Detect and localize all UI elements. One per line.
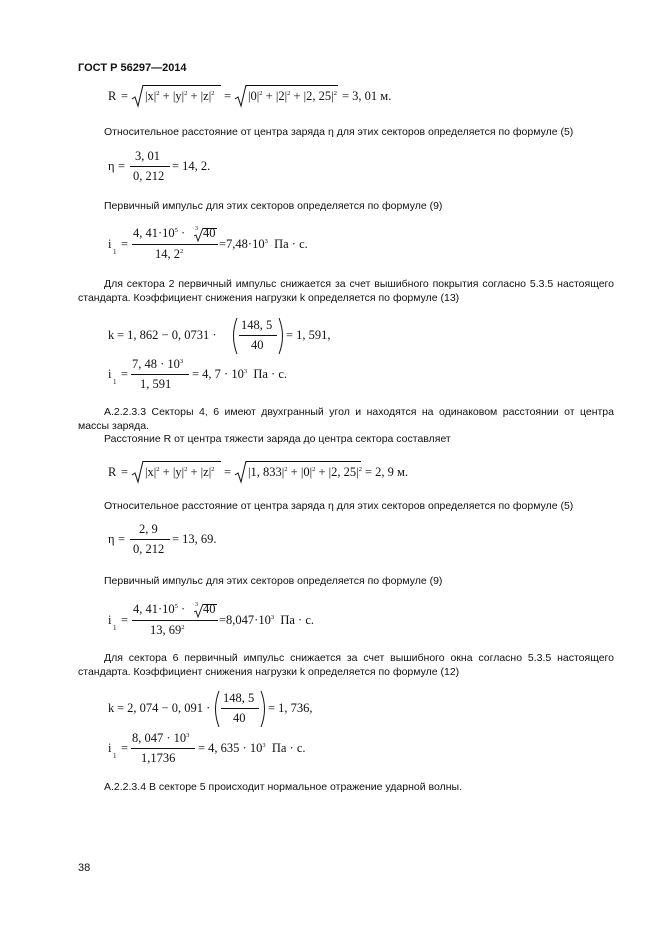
sqrt-sign: [132, 84, 144, 110]
paragraph: Относительное расстояние от центра заряда η для этих секторов определяется по формуле (5): [104, 126, 574, 138]
sqrt-sign: [235, 84, 247, 110]
paragraph: Для сектора 6 первичный импульс снижается за счет вышибного окна согласно 5.3.5 настоящего стандарта. Коэффициент снижения нагрузки k определяется по формуле (12): [78, 652, 614, 678]
paragraph: Первичный импульс для этих секторов определяется по формуле (9): [104, 575, 443, 587]
formula-distance-2: R = $|x|^2 + |y|^2 + |z|^2$ = |1, $833|^2 + |0|^2 + |2$, $25|^2$ = 2, 9 м.: [108, 460, 418, 486]
formula-k-1: k = 1, 862 − 0, 0731 · 148, 5 40 = 1, 591,: [108, 316, 328, 356]
paragraph: Относительное расстояние от центра заряда η для этих секторов определяется по формуле (5): [104, 500, 574, 512]
formula-lhs: R: [108, 89, 117, 103]
paragraph: А.2.2.3.3 Секторы 4, 6 имеют двухгранный угол и находятся на одинаковом расстоянии от центра массы заряда.: [78, 406, 614, 432]
page-number: 38: [78, 862, 91, 874]
sqrt-sign: [132, 460, 144, 486]
paren-right: [260, 690, 268, 728]
document-header: ГОСТ Р 56297—2014: [78, 62, 187, 74]
formula-distance-1: R = $|x|^2 + |y|^2 + |z|^2$ = $|0|^2 + |2|^2 + |2$, $25|^2$ = 3, 01 м.: [108, 84, 408, 110]
paragraph: Расстояние R от центра тяжести заряда до центра сектора составляет: [104, 433, 451, 445]
paragraph: Первичный импульс для этих секторов определяется по формуле (9): [104, 200, 443, 212]
formula-eta-1: η = 3, 01 0, 212 = 14, 2.: [108, 149, 211, 183]
paren-left: [212, 690, 220, 728]
paren-right: [278, 317, 286, 355]
paren-left: [230, 317, 238, 355]
paragraph: Для сектора 2 первичный импульс снижается за счет вышибного покрытия согласно 5.3.5 настоящего стандарта. Коэффициент снижения нагрузки k определяется по формуле (13): [78, 278, 614, 304]
formula-eta-2: η = 2, 9 0, 212 = 13, 69.: [108, 522, 217, 556]
sqrt-sign: [235, 460, 247, 486]
formula-impulse-1: i 1 = 4, $41\cdot 10^5$ · 3 40 14, $2^2$ $=7,48\cdot 10^3$ Па · с.: [108, 226, 308, 261]
paragraph: А.2.2.3.4 В секторе 5 происходит нормальное отражение ударной волны.: [104, 781, 462, 793]
formula-impulse-3: i 1 = 4, $41\cdot 10^5$ · 3 40 13, $69^2$ $=8,047\cdot 10^3$ Па · с.: [108, 602, 315, 637]
formula-result: = 3, 01 м.: [342, 89, 392, 103]
formula-impulse-4: i 1 = 8, $047 \cdot 10^3$ 1,1736 = 4, $635 \cdot 10^3$ Па · с.: [108, 731, 306, 765]
formula-k-2: k = 2, 074 − 0, 091 · 148, 5 40 = 1, 736,: [108, 689, 328, 729]
formula-impulse-2: i 1 = 7, $48 \cdot 10^3$ 1, 591 = 4, $7 \cdot 10^3$ Па · с.: [108, 357, 288, 391]
